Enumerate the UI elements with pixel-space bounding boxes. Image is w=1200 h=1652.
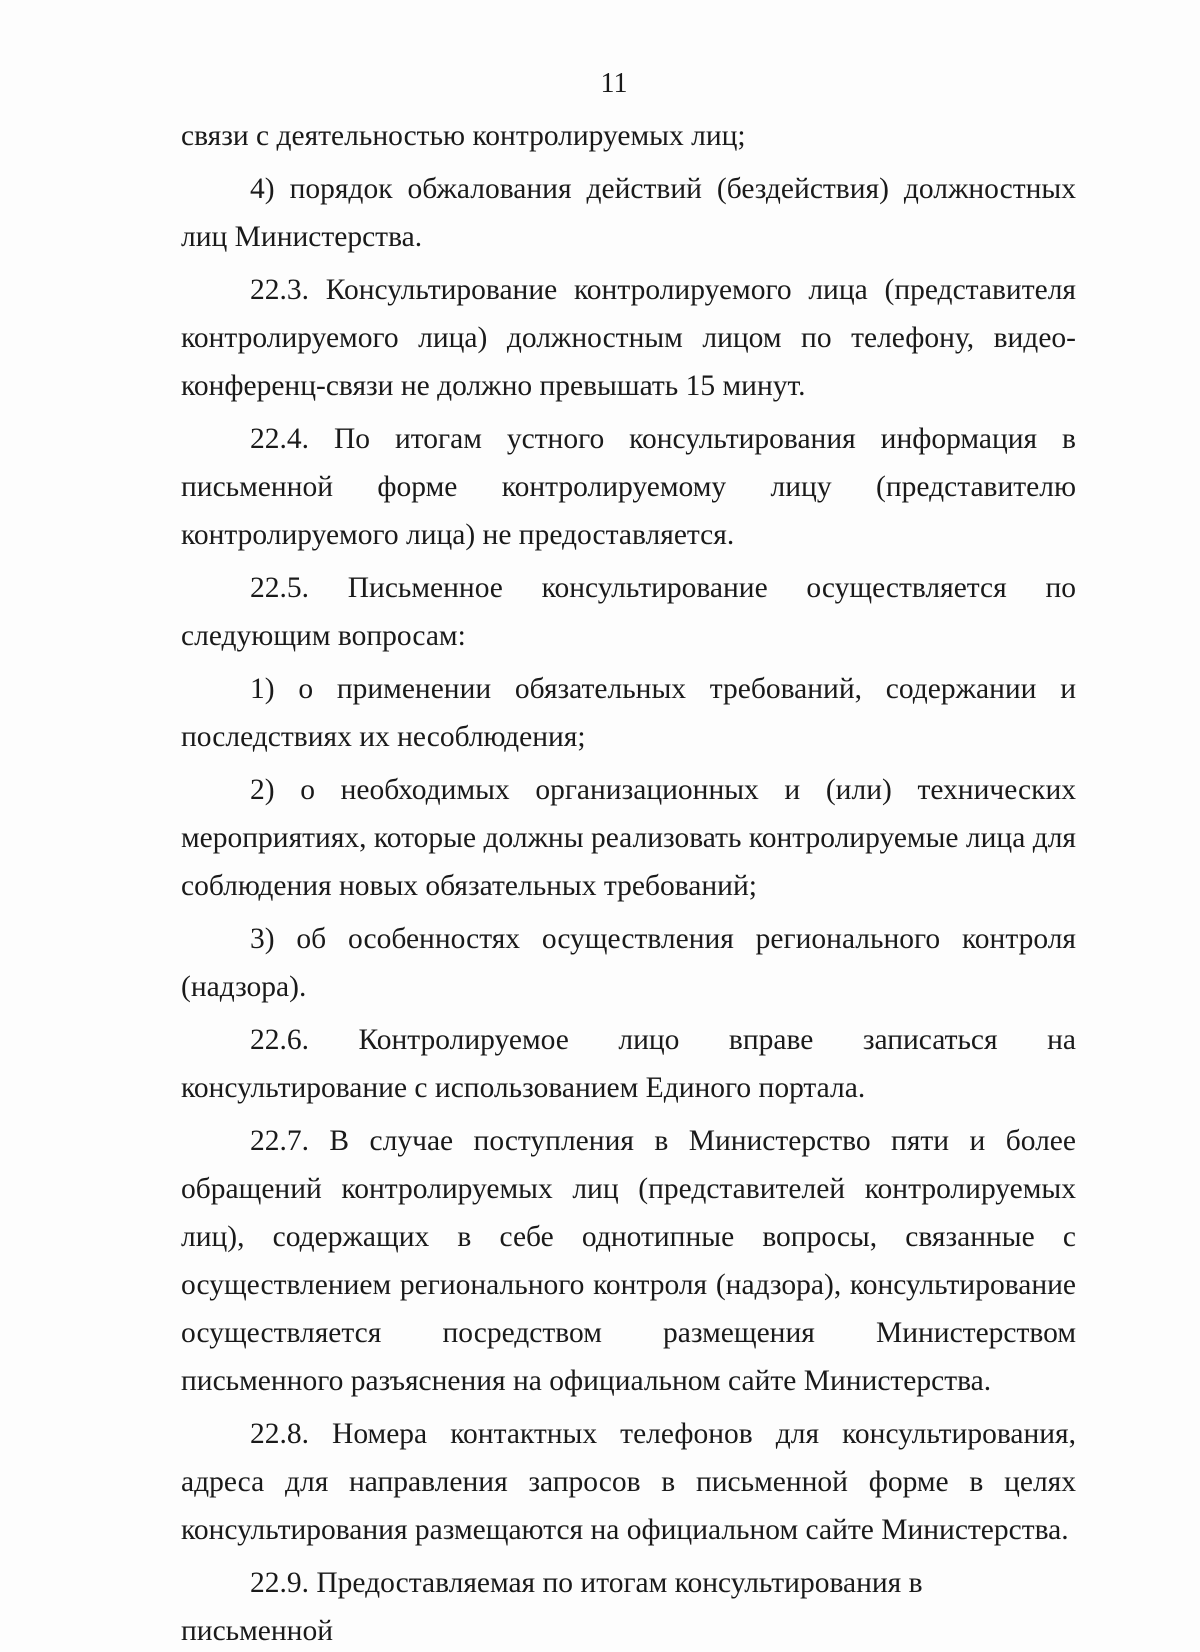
paragraph-22-5: 22.5. Письменное консультирование осуществляется по следующим вопросам: [181, 572, 1076, 652]
paragraph-22-3: 22.3. Консультирование контролируемого лица (представителя контролируемого лица) должностным лицом по телефону, видео-конференц-связи не должно превышать 15 минут. [181, 274, 1076, 402]
document-body [181, 112, 1076, 1652]
paragraph-22-4: 22.4. По итогам устного консультирования информация в письменной форме контролируемому лицу (представителю контролируемого лица) не предоставляется. [181, 423, 1076, 551]
paragraph-22-5-item-1: 1) о применении обязательных требований, содержании и последствиях их несоблюдения; [181, 673, 1076, 753]
paragraph-22-9: 22.9. Предоставляемая по итогам консультирования в письменной [181, 1567, 923, 1647]
paragraph-continuation: связи с деятельностью контролируемых лиц; [181, 120, 746, 152]
paragraph-22-5-item-2: 2) о необходимых организационных и (или) технических мероприятиях, которые должны реализовать контролируемые лица для соблюдения новых обязательных требований; [181, 774, 1076, 902]
paragraph-22-7: 22.7. В случае поступления в Министерство пяти и более обращений контролируемых лиц (представителей контролируемых лиц), содержащих в себе однотипные вопросы, связанные с осуществлением регионального контроля (надзора), консультирование осуществляется посредством размещения Министерством письменного разъяснения на официальном сайте Министерства. [181, 1125, 1076, 1397]
paragraph-22-5-item-3: 3) об особенностях осуществления регионального контроля (надзора). [181, 923, 1076, 1003]
paragraph-22-8: 22.8. Номера контактных телефонов для консультирования, адреса для направления запросов в письменной форме в целях консультирования размещаются на официальном сайте Министерства. [181, 1418, 1076, 1546]
paragraph-22-6: 22.6. Контролируемое лицо вправе записаться на консультирование с использованием Единого портала. [181, 1024, 1076, 1104]
page-number: 11 [600, 68, 628, 99]
paragraph-item-4: 4) порядок обжалования действий (бездействия) должностных лиц Министерства. [181, 173, 1076, 253]
